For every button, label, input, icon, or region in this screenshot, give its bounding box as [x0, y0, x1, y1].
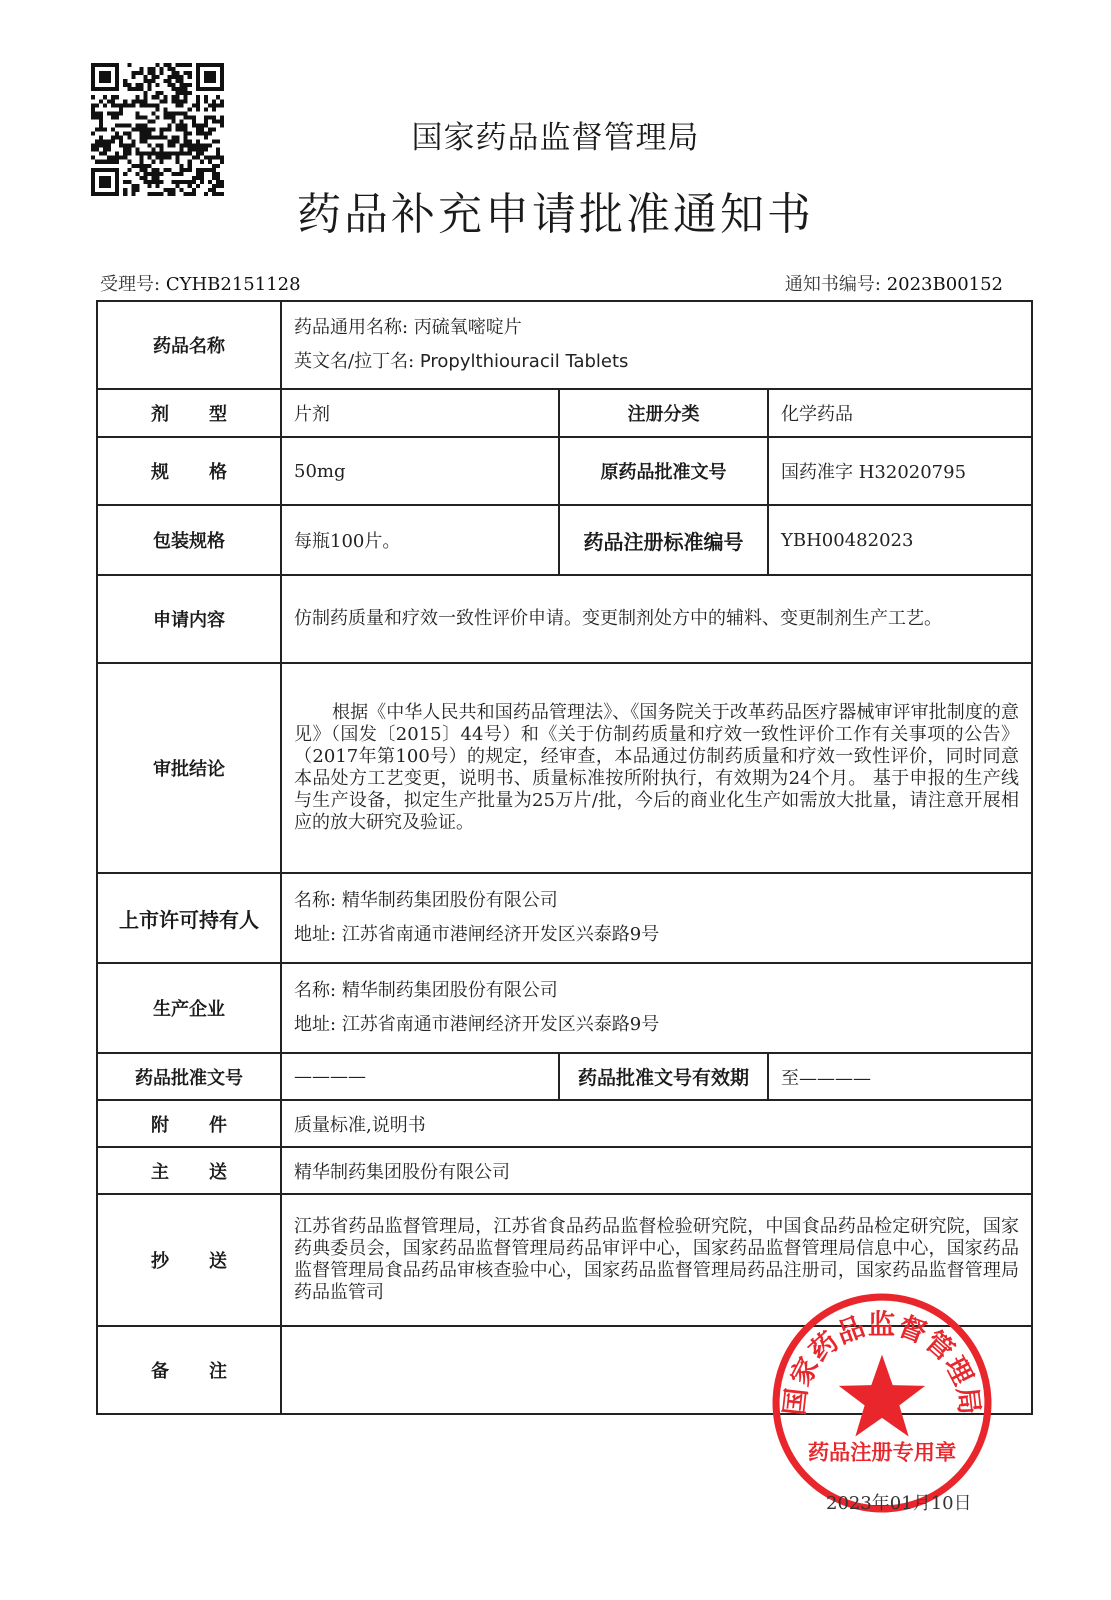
packaging-value: 每瓶100片。	[281, 505, 559, 575]
holder-cell	[281, 873, 1032, 963]
cc-text: 江苏省药品监督管理局，江苏省食品药品监督检验研究院，中国食品药品检定研究院，国家药典委员会，国家药品监督管理局药品审评中心，国家药品监督管理局信息中心，国家药品监督管理局食品药品审核查验中心，国家药品监督管理局药品注册司，国家药品监督管理局药品监管司	[294, 1216, 1020, 1303]
english-name-value: Propylthiouracil Tablets	[419, 351, 629, 372]
manufacturer-address-label: 地址:	[294, 1014, 337, 1035]
dosage-form-label: 剂型	[97, 389, 281, 437]
standard-number-value: YBH00482023	[768, 505, 1032, 575]
svg-text:药品注册专用章: 药品注册专用章	[807, 1439, 957, 1465]
acceptance-number-value: CYHB2151128	[165, 274, 301, 295]
official-seal	[771, 1292, 993, 1514]
standard-number-label: 药品注册标准编号	[559, 505, 768, 575]
manufacturer-cell	[281, 963, 1032, 1053]
registration-class-value: 化学药品	[768, 389, 1032, 437]
drug-name-label: 药品名称	[97, 301, 281, 389]
approval-validity-label: 药品批准文号有效期	[559, 1053, 768, 1100]
manufacturer-name-label: 名称:	[294, 980, 337, 1001]
holder-address-value: 江苏省南通市港闸经济开发区兴泰路9号	[341, 924, 660, 945]
approval-table	[96, 300, 1033, 1418]
row-attachments	[97, 1100, 1032, 1147]
acceptance-number	[100, 270, 301, 296]
original-approval-value: 国药准字 H32020795	[768, 437, 1032, 505]
english-name-label: 英文名/拉丁名:	[294, 351, 415, 372]
row-drug-name	[97, 301, 1032, 389]
row-holder	[97, 873, 1032, 963]
manufacturer-address-value: 江苏省南通市港闸经济开发区兴泰路9号	[341, 1014, 660, 1035]
conclusion-label: 审批结论	[97, 663, 281, 873]
notice-number-label: 通知书编号:	[784, 274, 881, 295]
generic-name-value: 丙硫氧嘧啶片	[413, 317, 522, 338]
row-manufacturer	[97, 963, 1032, 1053]
agency-name: 国家药品监督管理局	[411, 120, 700, 156]
send-to-label: 主送	[97, 1147, 281, 1194]
row-approval-number	[97, 1053, 1032, 1100]
conclusion-text: 根据《中华人民共和国药品管理法》、《国务院关于改革药品医疗器械审评审批制度的意见》（国发〔2015〕44号）和《关于仿制药质量和疗效一致性评价工作有关事项的公告》（2017年第100号）的规定，经审查，本品通过仿制药质量和疗效一致性评价，同时同意本品处方工艺变更，说明书、质量标准按所附执行，有效期为24个月。 基于申报的生产线与生产设备，拟定生产批量为25万片/批，今后的商业化生产如需放大批量，请注意开展相应的放大研究及验证。	[294, 702, 1020, 833]
holder-address	[294, 918, 1019, 952]
row-spec	[97, 437, 1032, 505]
row-dosage-form	[97, 389, 1032, 437]
original-approval-label: 原药品批准文号	[559, 437, 768, 505]
notice-number	[785, 270, 1003, 296]
english-name	[294, 345, 1019, 379]
approval-number-value: ————	[281, 1053, 559, 1100]
application-cell	[281, 575, 1032, 663]
holder-name-label: 名称:	[294, 890, 337, 911]
registration-class-label: 注册分类	[559, 389, 768, 437]
manufacturer-label: 生产企业	[97, 963, 281, 1053]
row-application	[97, 575, 1032, 663]
application-text: 仿制药质量和疗效一致性评价申请。变更制剂处方中的辅料、变更制剂生产工艺。	[294, 608, 942, 629]
cc-label: 抄送	[97, 1194, 281, 1326]
row-packaging	[97, 505, 1032, 575]
holder-label: 上市许可持有人	[97, 873, 281, 963]
attachments-value: 质量标准,说明书	[281, 1100, 1032, 1147]
holder-name	[294, 884, 1019, 918]
dosage-form-value: 片剂	[281, 389, 559, 437]
application-label: 申请内容	[97, 575, 281, 663]
document-title: 药品补充申请批准通知书	[297, 189, 814, 240]
holder-address-label: 地址:	[294, 924, 337, 945]
spec-value: 50mg	[281, 437, 559, 505]
conclusion-cell	[281, 663, 1032, 873]
manufacturer-name	[294, 974, 1019, 1008]
drug-name-cell	[281, 301, 1032, 389]
remarks-label: 备注	[97, 1326, 281, 1414]
send-to-value: 精华制药集团股份有限公司	[281, 1147, 1032, 1194]
generic-name-label: 药品通用名称:	[294, 317, 409, 338]
holder-name-value: 精华制药集团股份有限公司	[341, 890, 558, 911]
svg-text:国家药品监督管理局: 国家药品监督管理局	[779, 1309, 985, 1418]
issue-date: 2023年01月10日	[826, 1493, 972, 1514]
approval-validity-value: 至————	[768, 1053, 1032, 1100]
acceptance-number-label: 受理号:	[100, 274, 161, 295]
notice-number-value: 2023B00152	[886, 274, 1003, 295]
row-send-to	[97, 1147, 1032, 1194]
spec-label: 规格	[97, 437, 281, 505]
attachments-label: 附件	[97, 1100, 281, 1147]
manufacturer-address	[294, 1008, 1019, 1042]
generic-name	[294, 311, 1019, 345]
approval-number-label: 药品批准文号	[97, 1053, 281, 1100]
row-conclusion	[97, 663, 1032, 873]
packaging-label: 包装规格	[97, 505, 281, 575]
manufacturer-name-value: 精华制药集团股份有限公司	[341, 980, 558, 1001]
